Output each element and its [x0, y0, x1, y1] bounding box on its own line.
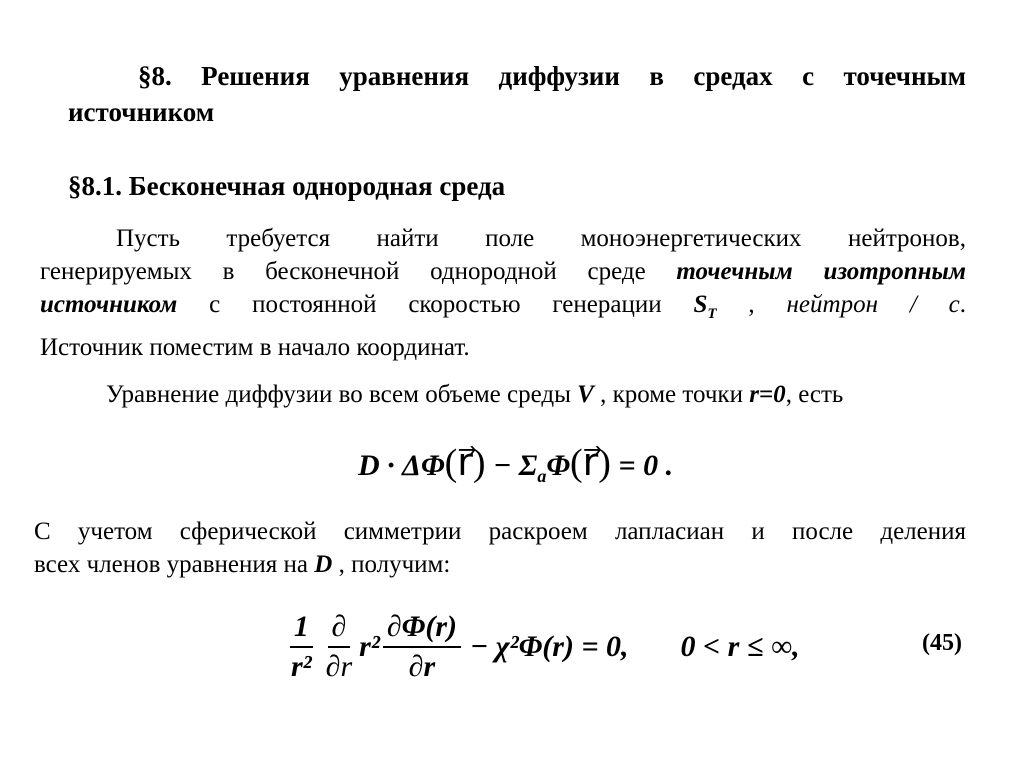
equation-term: (r⃗) — [444, 442, 486, 484]
text-run: , получим: — [332, 551, 451, 578]
paragraph-diffusion-equation — [106, 378, 843, 411]
equation-term: r² — [359, 630, 380, 663]
emphasis-source: источником — [40, 291, 178, 318]
paragraph-intro-line-4: Источник поместим в начало координат. — [40, 334, 470, 361]
fraction-numerator: ∂Φ(r) — [383, 610, 461, 648]
fraction-denominator: ∂r — [408, 650, 436, 683]
equation-45 — [284, 610, 800, 684]
emphasis-point-isotropic: точечным изотропным — [676, 258, 966, 285]
equation-term: D · ΔΦ — [358, 449, 445, 482]
fraction-dphi-dr — [383, 610, 461, 684]
symbol-r-zero: r=0 — [749, 381, 786, 408]
paragraph-laplacian-line-1: С учетом сферической симметрии раскроем лапласиан и после деления — [34, 518, 966, 545]
text-run: всех членов уравнения на — [34, 551, 315, 578]
subscript-a: a — [537, 466, 547, 486]
symbol-V: V — [577, 381, 594, 408]
section-title-line-1: §8. Решения уравнения диффузии в средах с точечным — [138, 61, 966, 91]
equation-term: − Σ — [485, 449, 538, 482]
equation-diffusion — [358, 440, 673, 487]
symbol-D: D — [314, 551, 333, 578]
paragraph-intro-line-3 — [40, 288, 966, 331]
paragraph-laplacian-line-2 — [34, 548, 966, 581]
text-run: , — [716, 291, 787, 318]
fraction-numerator: 1 — [290, 610, 313, 648]
symbol-S: S — [693, 291, 708, 318]
paragraph-laplacian — [34, 515, 966, 581]
text-run: , кроме точки — [593, 381, 750, 408]
equation-term: = 0 . — [610, 449, 674, 482]
equation-term: (r⃗) — [570, 442, 611, 484]
subsection-title: §8.1. Бесконечная однородная среда — [68, 171, 506, 201]
text-run: , есть — [785, 381, 844, 408]
equation-term: − χ²Φ(r) = 0, — [470, 630, 629, 663]
paragraph-intro — [40, 222, 966, 364]
equation-condition: 0 < r ≤ ∞, — [680, 630, 800, 663]
fraction-partial-r — [322, 610, 357, 684]
text-run: Уравнение диффузии во всем объеме среды — [106, 381, 578, 408]
section-title-line-2: источником — [68, 97, 215, 127]
paragraph-intro-line-1: Пусть требуется найти поле моноэнергетических нейтронов, — [116, 225, 966, 252]
unit-neutron-per-second: нейтрон / с — [786, 291, 960, 318]
fraction-one-over-r-squared — [287, 610, 316, 684]
equation-term: Φ — [546, 449, 571, 482]
equation-number: (45) — [922, 630, 962, 656]
text-run: с постоянной скоростью генерации — [177, 291, 694, 318]
paragraph-intro-line-2 — [40, 255, 966, 288]
fraction-denominator: ∂r — [325, 650, 353, 683]
section-title — [68, 58, 966, 130]
fraction-numerator: ∂ — [328, 610, 351, 648]
subscript-T: T — [707, 306, 717, 322]
text-run: генерируемых в бесконечной однородной среде — [40, 258, 677, 285]
fraction-denominator: r² — [291, 650, 312, 683]
text-run: . — [959, 291, 967, 318]
